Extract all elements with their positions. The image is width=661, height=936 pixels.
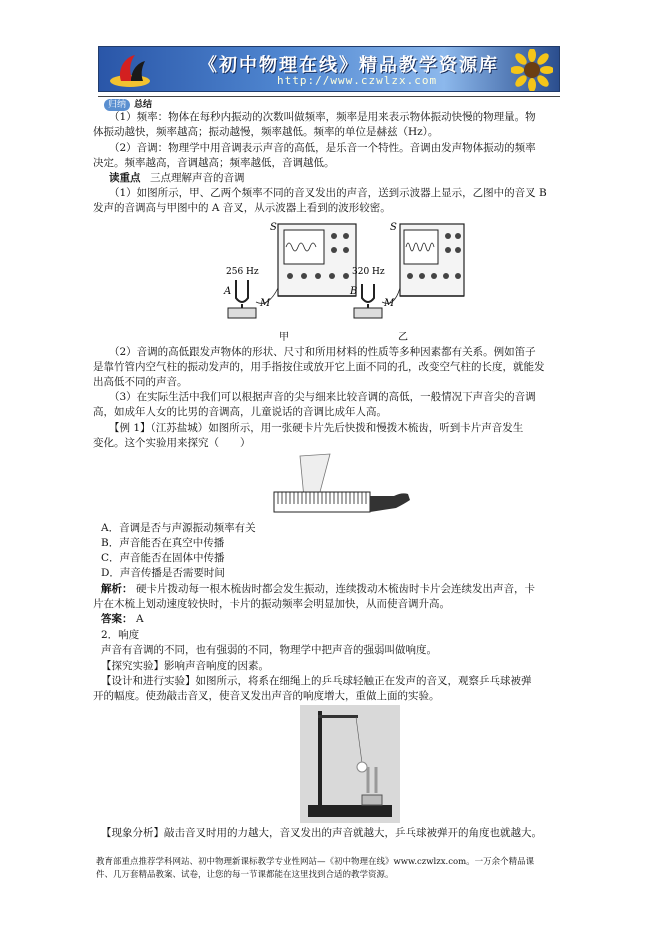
reading-title: 读重点 bbox=[109, 172, 141, 184]
loudness-line-1: 声音有音调的不同，也有强弱的不同，物理学中把声音的强弱叫做响度。 bbox=[101, 644, 437, 656]
r3-line-2: 高，如成年人女的比男的音调高，儿童说话的音调比成年人高。 bbox=[93, 406, 387, 418]
example-line-1: 【例 1】（江苏盐城）如图所示，用一张硬卡片先后快拨和慢拨木梳齿，听到卡片声音发生 bbox=[109, 422, 524, 434]
analysis-line-1: 硬卡片拨动每一根木梳齿时都会发生振动，连续拨动木梳齿时卡片会连续发出声音，卡 bbox=[136, 583, 535, 595]
oscilloscope-right bbox=[400, 224, 464, 296]
loudness-line-5: 【现象分析】敲击音叉时用的力越大，音叉发出的声音就越大，乒乓球被弹开的角度也就越大。 bbox=[101, 827, 542, 839]
loudness-heading: 2．响度 bbox=[101, 629, 140, 641]
freq-right: 320 Hz bbox=[352, 267, 385, 277]
pitch-line-2: 决定。频率越高，音调越高；频率越低，音调越低。 bbox=[93, 157, 335, 169]
label-s-right: S bbox=[390, 222, 397, 233]
analysis-label: 解析： bbox=[101, 583, 133, 595]
label-s-left: S bbox=[270, 222, 277, 233]
pingpong-tuning-fork-photo bbox=[300, 705, 400, 823]
frequency-line-2: 体振动越快，频率越高；振动越慢，频率越低。频率的单位是赫兹（Hz）。 bbox=[93, 126, 439, 138]
option-c: C．声音能否在固体中传播 bbox=[101, 552, 225, 564]
freq-left: 256 Hz bbox=[226, 267, 259, 277]
label-b: B bbox=[350, 286, 358, 297]
oscilloscope-left bbox=[278, 224, 356, 296]
summary-tag: 归纳 bbox=[104, 99, 130, 111]
sunflower-icon bbox=[511, 49, 553, 91]
hard-card bbox=[300, 454, 330, 498]
stand-pole bbox=[318, 711, 322, 807]
frequency-line-1: （1）频率：物体在每秒内振动的次数叫做频率，频率是用来表示物体振动快慢的物理量。物 bbox=[109, 111, 536, 123]
caption-right: 乙 bbox=[398, 332, 408, 343]
option-a: A．音调是否与声源振动频率有关 bbox=[101, 522, 256, 534]
footer-line-1: 教育部重点推荐学科网站、初中物理新课标教学专业性网站—《初中物理在线》www.czwlzx.com。一万余个精品课 bbox=[96, 857, 535, 867]
example-line-2: 变化。这个实验用来探究（ ） bbox=[93, 437, 251, 449]
answer-label: 答案： bbox=[101, 613, 133, 625]
answer-value: A bbox=[136, 613, 144, 625]
option-d: D．声音传播是否需要时间 bbox=[101, 567, 225, 579]
header-banner bbox=[98, 46, 560, 92]
header-rule bbox=[98, 96, 560, 97]
r3-line-1: （3）在实际生活中我们可以根据声音的尖与细来比较音调的高低，一般情况下声音尖的音调 bbox=[109, 391, 536, 403]
banner-title: 《初中物理在线》精品教学资源库 bbox=[199, 55, 499, 76]
footer-line-2: 件、几万套精品教案、试卷，让您的每一节课都能在这里找到合适的教学资源。 bbox=[96, 870, 394, 880]
page-footer bbox=[96, 856, 566, 882]
r1-line-2: 发声的音调高与甲图中的 A 音叉，从示波器上看到的波形较密。 bbox=[93, 202, 391, 214]
pitch-line-1: （2）音调：物理学中用音调表示声音的高低，是乐音一个特性。音调由发声物体振动的频率 bbox=[109, 142, 536, 154]
wooden-comb bbox=[274, 492, 410, 512]
reading-subtitle: 三点理解声音的音调 bbox=[150, 172, 245, 184]
loudness-line-4: 开的幅度。使劲敲击音叉，使音叉发出声音的响度增大，重做上面的实验。 bbox=[93, 690, 440, 702]
r2-line-2: 是靠竹管内空气柱的振动发声的，用手指按住或放开它上面不同的孔，改变空气柱的长度，就能发 bbox=[93, 361, 545, 373]
label-a: A bbox=[224, 286, 232, 297]
tuning-fork-right bbox=[354, 284, 382, 318]
comb-figure bbox=[270, 452, 420, 522]
tuning-fork-left bbox=[228, 280, 256, 318]
r2-line-3: 出高低不同的声音。 bbox=[93, 376, 188, 388]
summary-label: 总结 bbox=[134, 100, 153, 110]
pingpong-ball bbox=[357, 762, 367, 772]
r2-line-1: （2）音调的高低跟发声物体的形状、尺寸和所用材料的性质等多种因素都有关系。例如笛子 bbox=[109, 346, 536, 358]
label-m-right: M bbox=[384, 298, 395, 309]
label-m-left: M bbox=[260, 298, 271, 309]
option-b: B．声音能否在真空中传播 bbox=[101, 537, 225, 549]
analysis-line-2: 片在木梳上划动速度较快时，卡片的振动频率会明显加快，从而使音调升高。 bbox=[93, 598, 450, 610]
loudness-line-2: 【探究实验】影响声音响度的因素。 bbox=[101, 660, 269, 672]
r1-line-1: （1）如图所示，甲、乙两个频率不同的音叉发出的声音，送到示波器上显示，乙图中的音叉 B bbox=[109, 187, 547, 199]
stand-arm bbox=[318, 715, 358, 718]
oscilloscope-figure bbox=[218, 218, 468, 348]
loudness-line-3: 【设计和进行实验】如图所示，将系在细绳上的乒乓球轻触正在发声的音叉，观察乒乓球被弹 bbox=[101, 675, 532, 687]
site-logo-icon bbox=[107, 51, 153, 89]
banner-url[interactable]: http://www.czwlzx.com bbox=[277, 74, 438, 87]
caption-left: 甲 bbox=[279, 332, 289, 343]
